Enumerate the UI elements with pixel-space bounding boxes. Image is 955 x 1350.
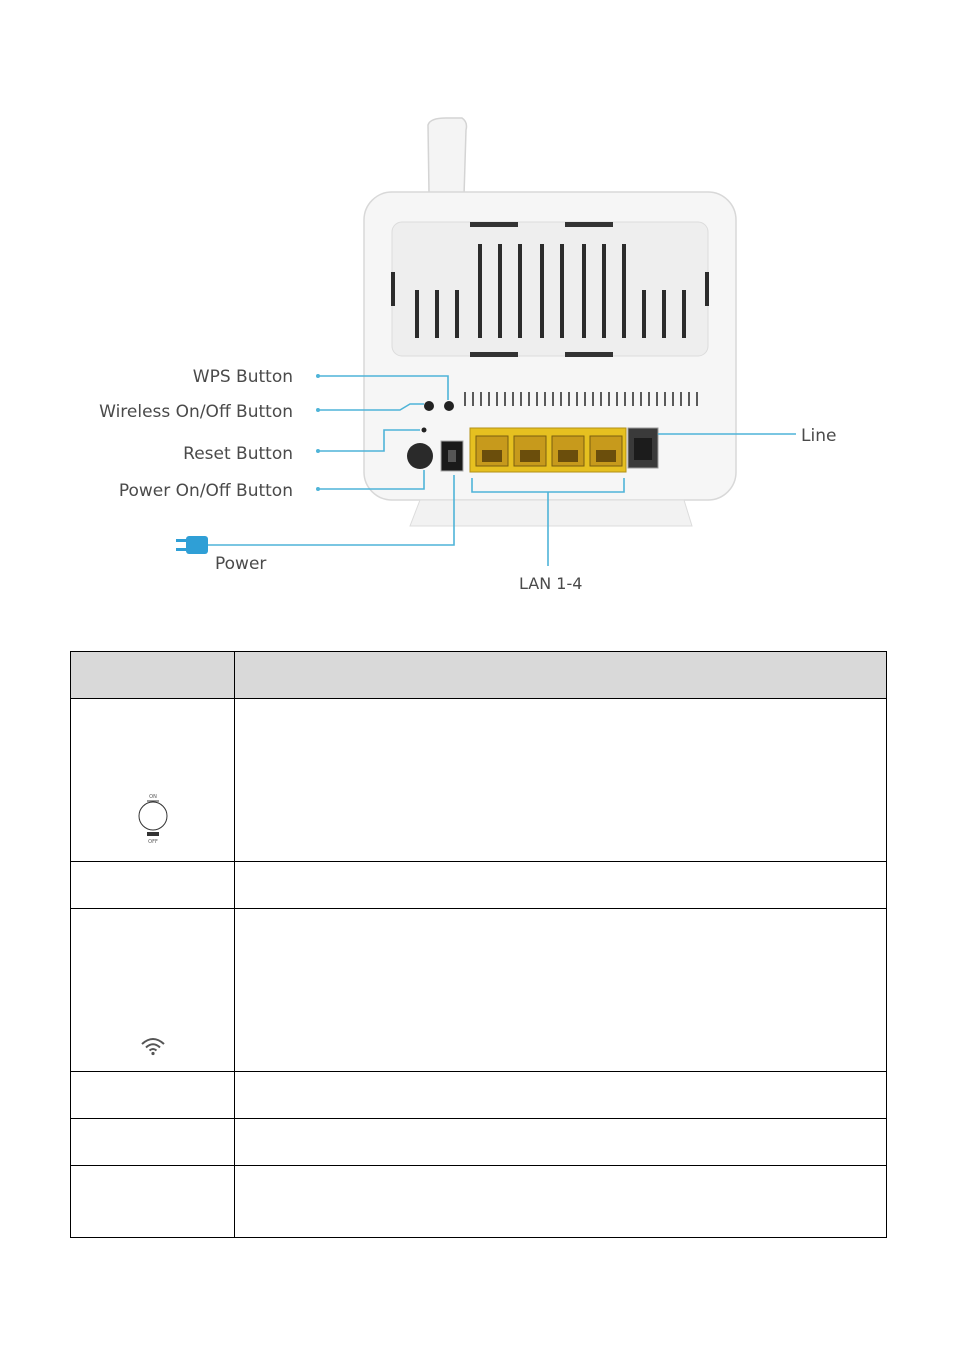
- label-reset: Reset Button: [183, 444, 293, 464]
- table-cell: [235, 1166, 887, 1238]
- table-cell: [235, 699, 887, 862]
- router-back-panel-figure: [0, 0, 955, 620]
- table-row: [71, 1072, 887, 1119]
- spec-table: [70, 651, 887, 1238]
- table-row: [71, 1166, 887, 1238]
- wifi-icon: [140, 1036, 166, 1056]
- table-cell: [71, 862, 235, 909]
- lan-ports: [470, 428, 626, 472]
- table-cell: [71, 1119, 235, 1166]
- router-stand: [410, 500, 692, 526]
- label-power: Power: [215, 554, 267, 574]
- wps-button: [444, 401, 454, 411]
- table-cell: [235, 909, 887, 1072]
- power-switch: [407, 443, 433, 469]
- table-row: [71, 1119, 887, 1166]
- label-line: Line: [801, 426, 837, 446]
- label-wps: WPS Button: [192, 367, 293, 387]
- table-cell: [235, 862, 887, 909]
- svg-text:ON: ON: [148, 794, 157, 800]
- table-cell: [235, 1119, 887, 1166]
- power-plug-icon: [176, 536, 208, 554]
- svg-text:OFF: OFF: [147, 839, 158, 845]
- header-cell: [235, 652, 887, 699]
- table-row: [71, 699, 887, 862]
- table-cell: [71, 1166, 235, 1238]
- table-cell: [235, 1072, 887, 1119]
- label-wireless: Wireless On/Off Button: [99, 402, 293, 422]
- table-row: [71, 909, 887, 1072]
- table-cell: [71, 1072, 235, 1119]
- header-cell: [71, 652, 235, 699]
- label-lan: LAN 1-4: [519, 574, 583, 593]
- wireless-button: [424, 401, 434, 411]
- table-cell: [71, 699, 235, 862]
- label-power-onoff: Power On/Off Button: [118, 481, 293, 501]
- table-row: [71, 862, 887, 909]
- reset-pinhole: [422, 428, 427, 433]
- router-body: [364, 192, 736, 500]
- power-switch-icon: [133, 792, 173, 846]
- table-header-row: [71, 652, 887, 699]
- table-cell: [71, 909, 235, 1072]
